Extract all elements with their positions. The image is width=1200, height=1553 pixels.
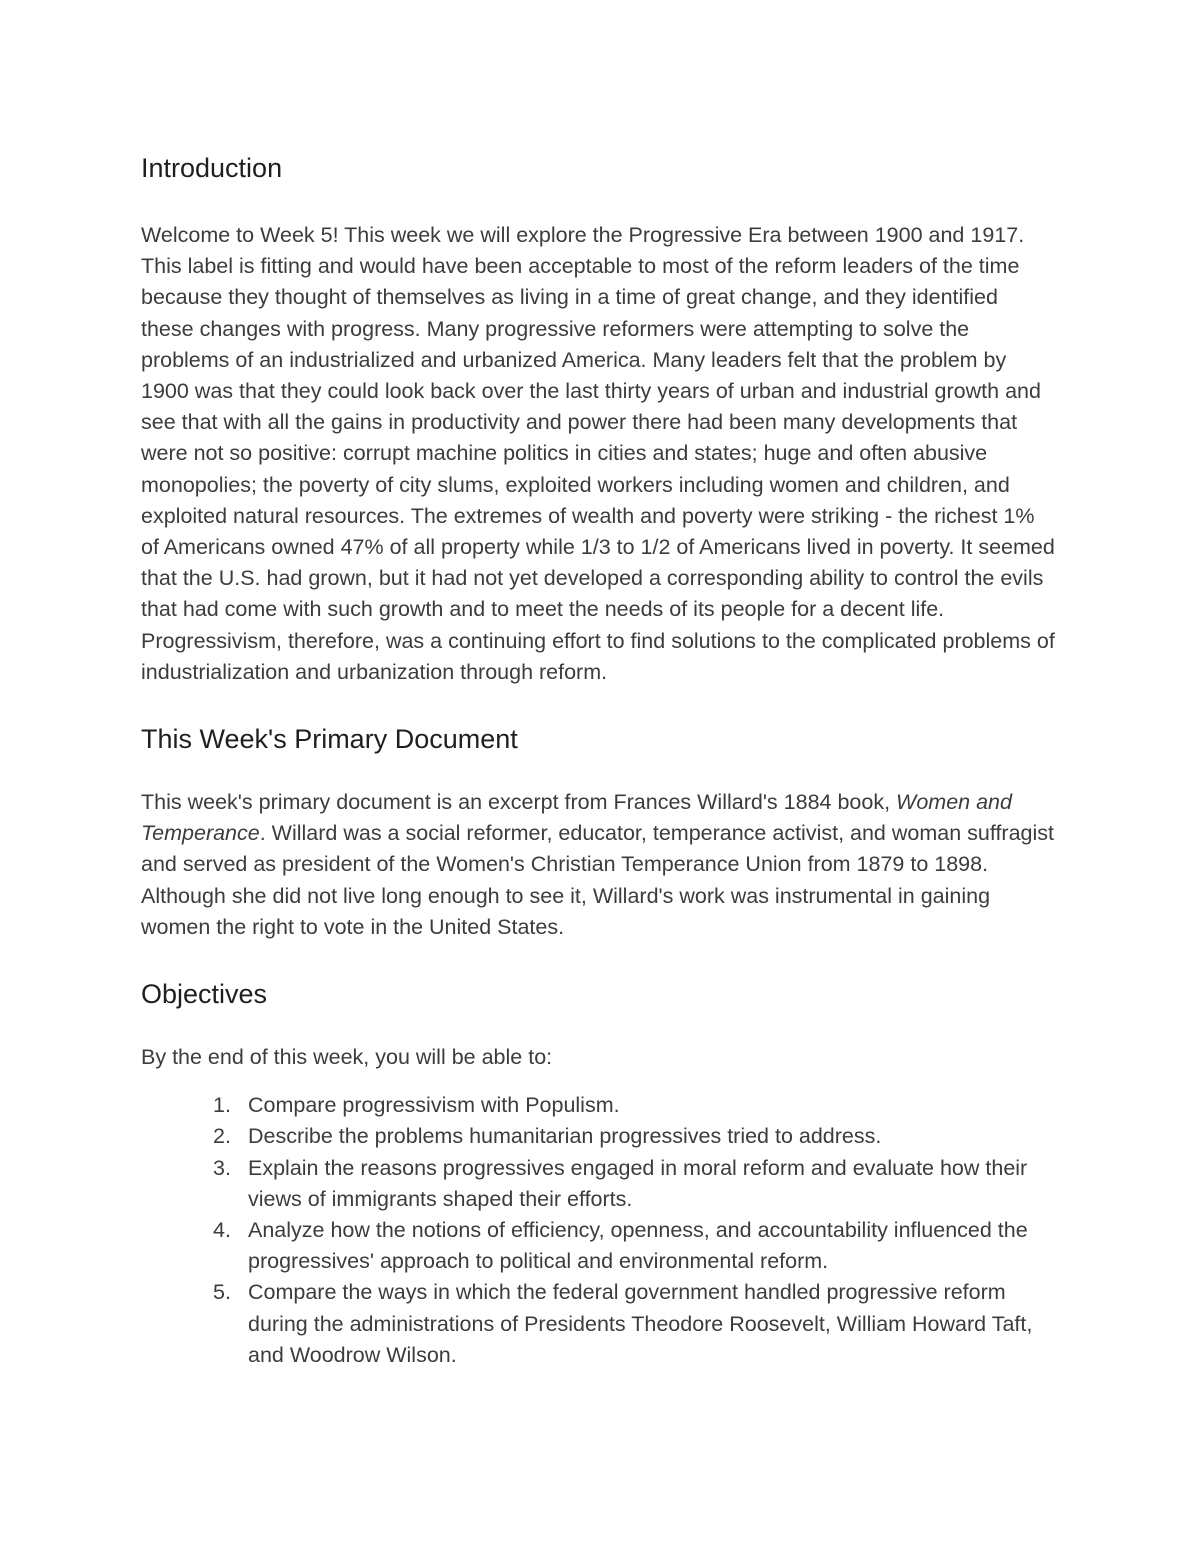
objective-item	[141, 1153, 1056, 1215]
objective-text: Compare progressivism with Populism.	[248, 1093, 620, 1118]
objectives-lead: By the end of this week, you will be able to:	[141, 1045, 553, 1070]
objective-number: 2.	[213, 1124, 231, 1149]
primary-document-heading: This Week's Primary Document	[141, 724, 518, 755]
introduction-paragraph: Welcome to Week 5! This week we will explore the Progressive Era between 1900 and 1917. This label is fitting and would have been acceptable to most of the reform leaders of the time because they thought of themselves as living in a time of great change, and they identified these changes with progress. Many progressive reformers were attempting to solve the problems of an industrialized and urbanized America. Many leaders felt that the problem by 1900 was that they could look back over the last thirty years of urban and industrial growth and see that with all the gains in productivity and power there had been many developments that were not so positive: corrupt machine politics in cities and states; huge and often abusive monopolies; the poverty of city slums, exploited workers including women and children, and exploited natural resources. The extremes of wealth and poverty were striking - the richest 1% of Americans owned 47% of all property while 1/3 to 1/2 of Americans lived in poverty. It seemed that the U.S. had grown, but it had not yet developed a corresponding ability to control the evils that had come with such growth and to meet the needs of its people for a decent life. Progressivism, therefore, was a continuing effort to find solutions to the complicated problems of industrialization and urbanization through reform.	[141, 223, 1055, 684]
book-title: Women and Temperance	[141, 790, 1012, 846]
objective-text: Compare the ways in which the federal government handled progressive reform during the administrations of Presidents Theodore Roosevelt, William Howard Taft, and Woodrow Wilson.	[248, 1280, 1033, 1367]
primary-document-text-start: This week's primary document is an excerpt from Frances Willard's 1884 book,	[141, 790, 897, 815]
document-page	[141, 150, 1056, 1371]
objective-number: 3.	[213, 1155, 231, 1180]
introduction-heading: Introduction	[141, 153, 283, 183]
objective-text: Explain the reasons progressives engaged in moral reform and evaluate how their views of immigrants shaped their efforts.	[248, 1155, 1028, 1211]
objective-item	[141, 1090, 1056, 1121]
objective-number: 5.	[213, 1280, 231, 1305]
objective-item	[141, 1215, 1056, 1277]
objective-item	[141, 1277, 1056, 1371]
objective-text: Describe the problems humanitarian progressives tried to address.	[248, 1124, 882, 1149]
primary-document-paragraph	[141, 787, 1056, 943]
primary-document-text-end: . Willard was a social reformer, educator, temperance activist, and woman suffragist and served as president of the Women's Christian Temperance Union from 1879 to 1898. Although she did not live long enough to see it, Willard's work was instrumental in gaining women the right to vote in the United States.	[141, 821, 1054, 939]
objective-text: Analyze how the notions of efficiency, openness, and accountability influenced the progressives' approach to political and environmental reform.	[248, 1218, 1028, 1274]
objectives-list	[141, 1090, 1056, 1371]
objective-item	[141, 1121, 1056, 1152]
objective-number: 1.	[213, 1093, 231, 1118]
objectives-heading: Objectives	[141, 979, 268, 1010]
objective-number: 4.	[213, 1218, 231, 1243]
